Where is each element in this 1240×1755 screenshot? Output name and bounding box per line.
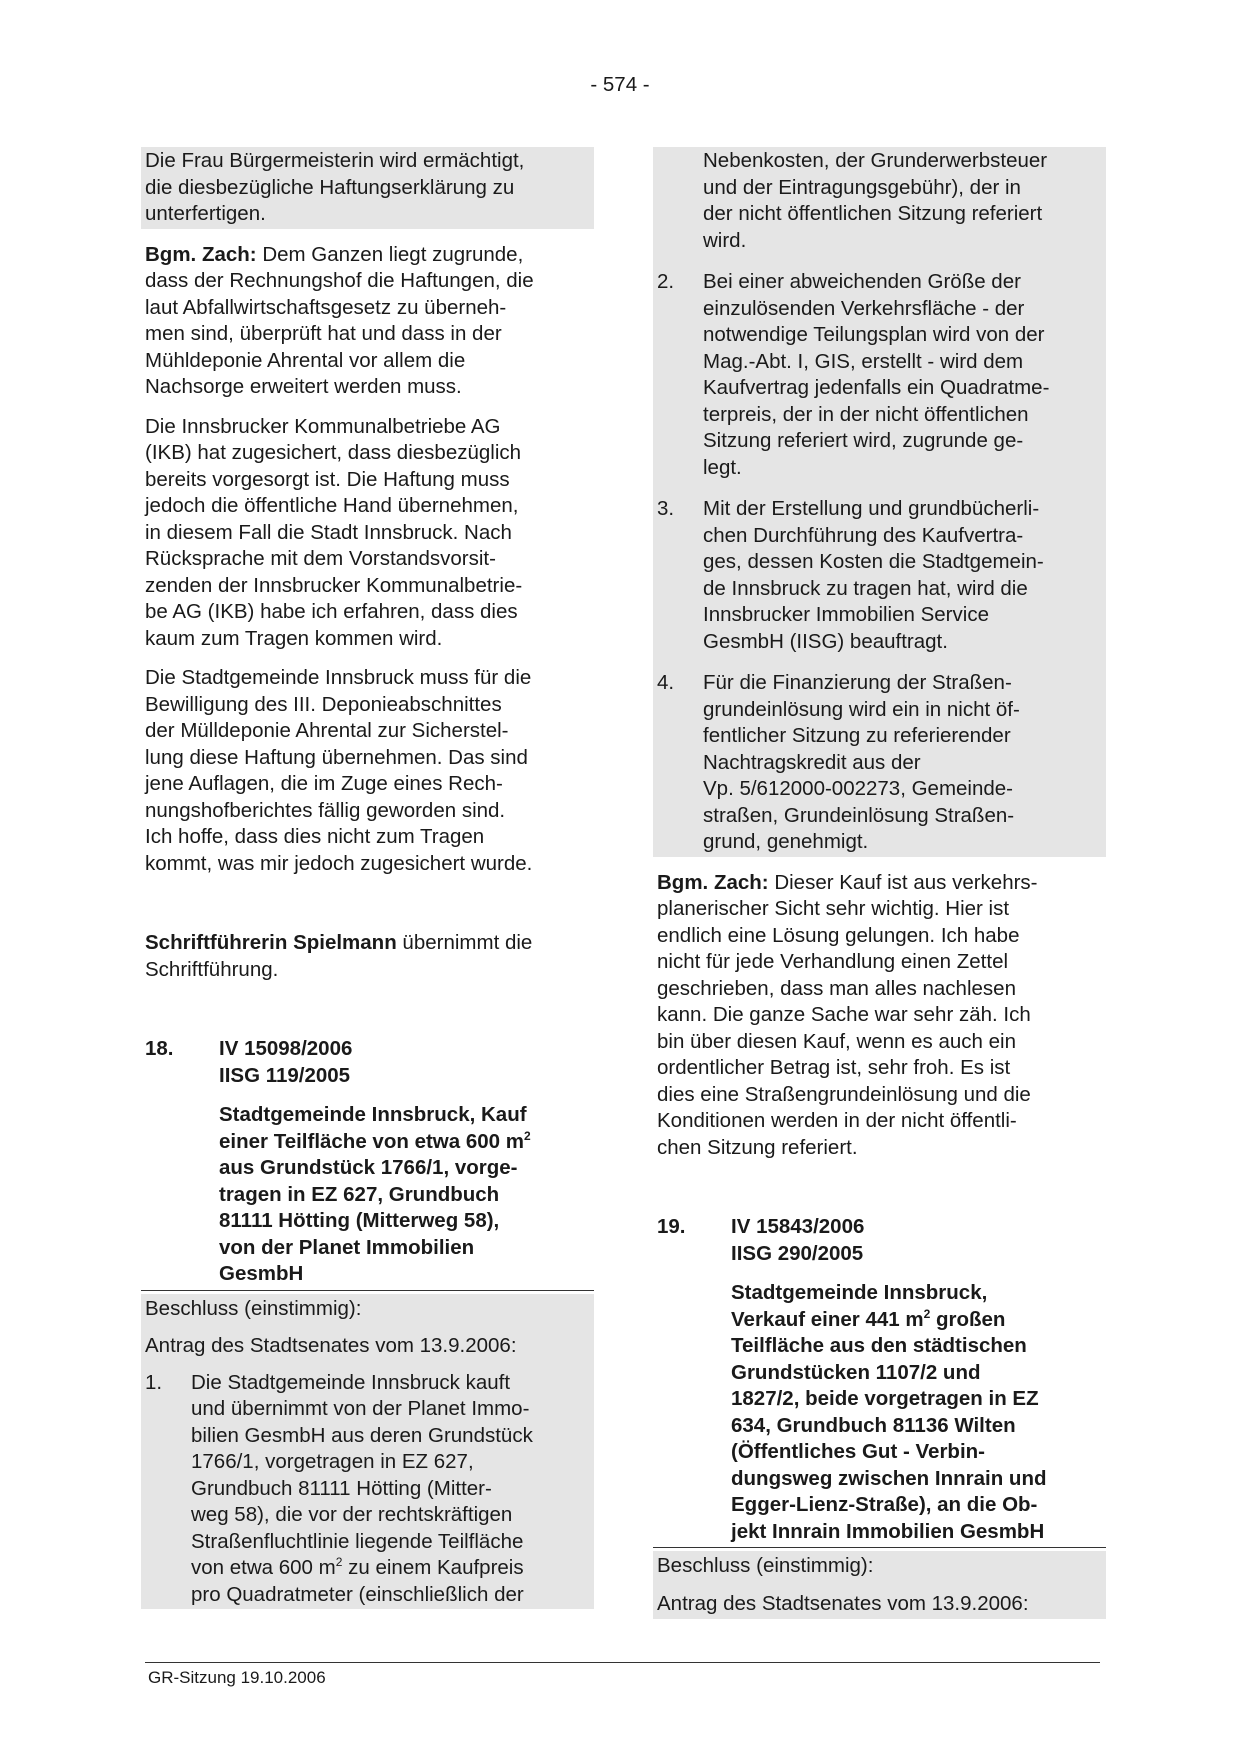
resolution-point-4 xyxy=(653,669,1106,857)
divider xyxy=(653,1547,1106,1548)
text-line: Stadtgemeinde Innsbruck, xyxy=(731,1281,988,1304)
superscript: 2 xyxy=(923,1306,931,1321)
superscript: 2 xyxy=(523,1128,531,1143)
text-line: Die Frau Bürgermeisterin wird ermächtigt, xyxy=(145,149,525,172)
text-line: lung diese Haftung übernehmen. Das sind xyxy=(145,745,528,769)
speaker-name: Bgm. Zach: xyxy=(145,242,257,266)
text-line: (Öffentliches Gut - Verbin- xyxy=(731,1440,985,1463)
text-line: 634, Grundbuch 81136 Wilten xyxy=(731,1413,1016,1437)
beschluss-label: Beschluss (einstimmig): xyxy=(141,1294,594,1325)
point-number: 3. xyxy=(657,497,675,520)
text-line: bilien GesmbH aus deren Grundstück xyxy=(191,1423,533,1447)
point-number: 1. xyxy=(145,1370,163,1394)
text-line: Bewilligung des III. Deponieabschnittes xyxy=(145,692,502,716)
text-line: bereits vorgesorgt ist. Die Haftung muss xyxy=(145,467,510,491)
text-line: Mag.-Abt. I, GIS, erstellt - wird dem xyxy=(703,349,1024,373)
text-line: grundeinlösung wird ein in nicht öf- xyxy=(703,697,1020,721)
speaker-name: Bgm. Zach: xyxy=(657,870,769,894)
text-line: Nachsorge erweitert werden muss. xyxy=(145,375,462,398)
text-line: Die Stadtgemeinde Innsbruck kauft xyxy=(191,1370,511,1394)
text-line: und der Eintragungsgebühr), der in xyxy=(703,175,1021,199)
text-line: wird. xyxy=(703,228,747,252)
text-line: der nicht öffentlichen Sitzung referiert xyxy=(703,202,1043,225)
agenda-item-title xyxy=(219,1102,590,1288)
antrag-label: Antrag des Stadtsenates vom 13.9.2006: xyxy=(141,1331,594,1362)
text-line: Die Innsbrucker Kommunalbetriebe AG xyxy=(145,414,501,438)
text-line: Konditionen werden in der nicht öffentli- xyxy=(657,1109,1017,1132)
text-line: Dem Ganzen liegt zugrunde, xyxy=(256,242,524,266)
text-line: weg 58), die vor der rechtskräftigen xyxy=(191,1503,513,1526)
reference-number: IISG 290/2005 xyxy=(731,1241,864,1265)
text-line: dies eine Straßengrundeinlösung und die xyxy=(657,1082,1031,1106)
text-line: dass der Rechnungshof die Haftungen, die xyxy=(145,269,534,292)
text-line: von etwa 600 m xyxy=(191,1556,336,1579)
footer-divider xyxy=(145,1662,1100,1663)
text-line: einzulösenden Verkehrsfläche - der xyxy=(703,296,1025,320)
text-line: ordentlicher Betrag ist, sehr froh. Es ist xyxy=(657,1056,1011,1079)
text-line: geschrieben, dass man alles nachlesen xyxy=(657,976,1016,1000)
text-line: die diesbezügliche Haftungserklärung zu xyxy=(145,175,515,199)
text-line: kann. Die ganze Sache war sehr zäh. Ich xyxy=(657,1003,1031,1026)
resolution-point-3 xyxy=(653,495,1106,656)
text-line: zenden der Innsbrucker Kommunalbetrie- xyxy=(145,573,523,597)
agenda-item-19 xyxy=(657,1214,1102,1619)
text-line: kommt, was mir jedoch zugesichert wurde. xyxy=(145,851,533,875)
text-line: Nachtragskredit aus der xyxy=(703,750,921,774)
text-line: Rücksprache mit dem Vorstandsvorsit- xyxy=(145,547,496,570)
text-line: Egger-Lienz-Straße), an die Ob- xyxy=(731,1493,1038,1516)
antrag-label: Antrag des Stadtsenates vom 13.9.2006: xyxy=(653,1589,1106,1620)
speech-zach-1 xyxy=(145,242,590,401)
text-line: aus Grundstück 1766/1, vorge- xyxy=(219,1156,518,1179)
agenda-item-18 xyxy=(145,1036,590,1609)
text-line: be AG (IKB) habe ich erfahren, dass dies xyxy=(145,600,518,623)
text-line: nungshofberichtes fällig geworden sind. xyxy=(145,798,506,822)
text-line: einer Teilfläche von etwa 600 m xyxy=(219,1129,524,1153)
text-line: und übernimmt von der Planet Immo- xyxy=(191,1397,530,1420)
agenda-item-title xyxy=(731,1280,1102,1545)
point-number: 4. xyxy=(657,671,675,694)
text-line: men sind, überprüft hat und dass in der xyxy=(145,322,502,345)
text-line: tragen in EZ 627, Grundbuch xyxy=(219,1182,500,1206)
beschluss-label: Beschluss (einstimmig): xyxy=(653,1551,1106,1582)
text-line: in diesem Fall die Stadt Innsbruck. Nach xyxy=(145,520,512,544)
text-line: Nebenkosten, der Grunderwerbsteuer xyxy=(703,149,1048,172)
text-line: der Mülldeponie Ahrental zur Sicherstel- xyxy=(145,719,509,742)
text-line: Straßenfluchtlinie liegende Teilfläche xyxy=(191,1529,524,1553)
text-line: Verkauf einer 441 m xyxy=(731,1307,924,1331)
text-line: straßen, Grundeinlösung Straßen- xyxy=(703,803,1015,827)
text-line: de Innsbruck zu tragen hat, wird die xyxy=(703,576,1028,600)
text-line: Grundstücken 1107/2 und xyxy=(731,1360,981,1384)
superscript: 2 xyxy=(335,1555,343,1570)
agenda-item-number: 19. xyxy=(657,1215,686,1238)
text-line: dungsweg zwischen Innrain und xyxy=(731,1466,1047,1490)
text-line: bin über diesen Kauf, wenn es auch ein xyxy=(657,1029,1017,1053)
text-line: jene Auflagen, die im Zuge eines Rech- xyxy=(145,772,503,795)
text-line: Die Stadtgemeinde Innsbruck muss für die xyxy=(145,666,532,689)
text-line: Sitzung referiert wird, zugrunde ge- xyxy=(703,429,1024,452)
text-line: pro Quadratmeter (einschließlich der xyxy=(191,1582,524,1606)
text-line: unterfertigen. xyxy=(145,202,266,225)
text-line: terpreis, der in der nicht öffentlichen xyxy=(703,402,1029,426)
left-column xyxy=(145,147,590,1609)
page-number: - 574 - xyxy=(590,73,650,96)
footer-text: GR-Sitzung 19.10.2006 xyxy=(148,1668,326,1687)
text-line: Mit der Erstellung und grundbücherli- xyxy=(703,497,1040,520)
text-line: 1827/2, beide vorgetragen in EZ xyxy=(731,1387,1039,1410)
reference-number: IISG 119/2005 xyxy=(219,1063,351,1087)
speaker-name: Schriftführerin Spielmann xyxy=(145,931,397,954)
divider xyxy=(141,1290,594,1291)
paragraph-ikb xyxy=(145,414,590,653)
text-line: legt. xyxy=(703,455,742,479)
text-line: chen Sitzung referiert. xyxy=(657,1135,858,1159)
text-line: jekt Innrain Immobilien GesmbH xyxy=(731,1519,1045,1543)
text-line: laut Abfallwirtschaftsgesetz zu überneh- xyxy=(145,295,507,319)
text-line: jedoch die öffentliche Hand übernehmen, xyxy=(145,494,519,517)
text-line: chen Durchführung des Kaufvertra- xyxy=(703,523,1024,547)
text-line: Bei einer abweichenden Größe der xyxy=(703,270,1021,293)
text-line: Für die Finanzierung der Straßen- xyxy=(703,671,1012,694)
speech-zach-2 xyxy=(657,870,1102,1162)
paragraph-schriftfuehrung xyxy=(145,930,590,983)
text-line: planerischer Sicht sehr wichtig. Hier ist xyxy=(657,897,1010,920)
text-line: großen xyxy=(930,1307,1006,1331)
resolution-text-haftung xyxy=(141,147,594,229)
reference-number: IV 15843/2006 xyxy=(731,1215,865,1238)
text-line: von der Planet Immobilien xyxy=(219,1235,475,1259)
text-line: 1766/1, vorgetragen in EZ 627, xyxy=(191,1450,474,1473)
text-line: GesmbH xyxy=(219,1262,304,1285)
text-line: fentlicher Sitzung zu referierender xyxy=(703,724,1011,747)
text-line: 81111 Hötting (Mitterweg 58), xyxy=(219,1209,500,1232)
paragraph-deponie xyxy=(145,665,590,877)
text-line: (IKB) hat zugesichert, dass diesbezüglich xyxy=(145,441,522,464)
text-line: Teilfläche aus den städtischen xyxy=(731,1334,1027,1357)
resolution-point-2 xyxy=(653,268,1106,482)
text-line: zu einem Kaufpreis xyxy=(342,1556,524,1579)
right-column xyxy=(657,147,1102,1619)
text-line: Innsbrucker Immobilien Service xyxy=(703,603,989,626)
text-line: übernimmt die xyxy=(396,931,533,954)
text-line: Stadtgemeinde Innsbruck, Kauf xyxy=(219,1103,527,1126)
text-line: endlich eine Lösung gelungen. Ich habe xyxy=(657,923,1020,947)
resolution-point-1-continued xyxy=(653,147,1106,255)
text-line: nicht für jede Verhandlung einen Zettel xyxy=(657,950,1009,973)
text-line: notwendige Teilungsplan wird von der xyxy=(703,323,1045,346)
text-line: Mühldeponie Ahrental vor allem die xyxy=(145,348,466,372)
text-line: kaum zum Tragen kommen wird. xyxy=(145,626,443,650)
text-line: Dieser Kauf ist aus verkehrs- xyxy=(768,870,1038,894)
text-line: grund, genehmigt. xyxy=(703,830,869,853)
agenda-item-number: 18. xyxy=(145,1037,174,1060)
text-line: ges, dessen Kosten die Stadtgemein- xyxy=(703,550,1044,573)
text-line: Kaufvertrag jedenfalls ein Quadratme- xyxy=(703,376,1050,399)
text-line: GesmbH (IISG) beauftragt. xyxy=(703,629,948,653)
text-line: Vp. 5/612000-002273, Gemeinde- xyxy=(703,777,1014,800)
text-line: Grundbuch 81111 Hötting (Mitter- xyxy=(191,1476,492,1500)
resolution-point-1 xyxy=(141,1369,594,1610)
text-line: Schriftführung. xyxy=(145,957,279,981)
point-number: 2. xyxy=(657,270,675,293)
text-line: Ich hoffe, dass dies nicht zum Tragen xyxy=(145,825,485,848)
reference-number: IV 15098/2006 xyxy=(219,1037,353,1060)
